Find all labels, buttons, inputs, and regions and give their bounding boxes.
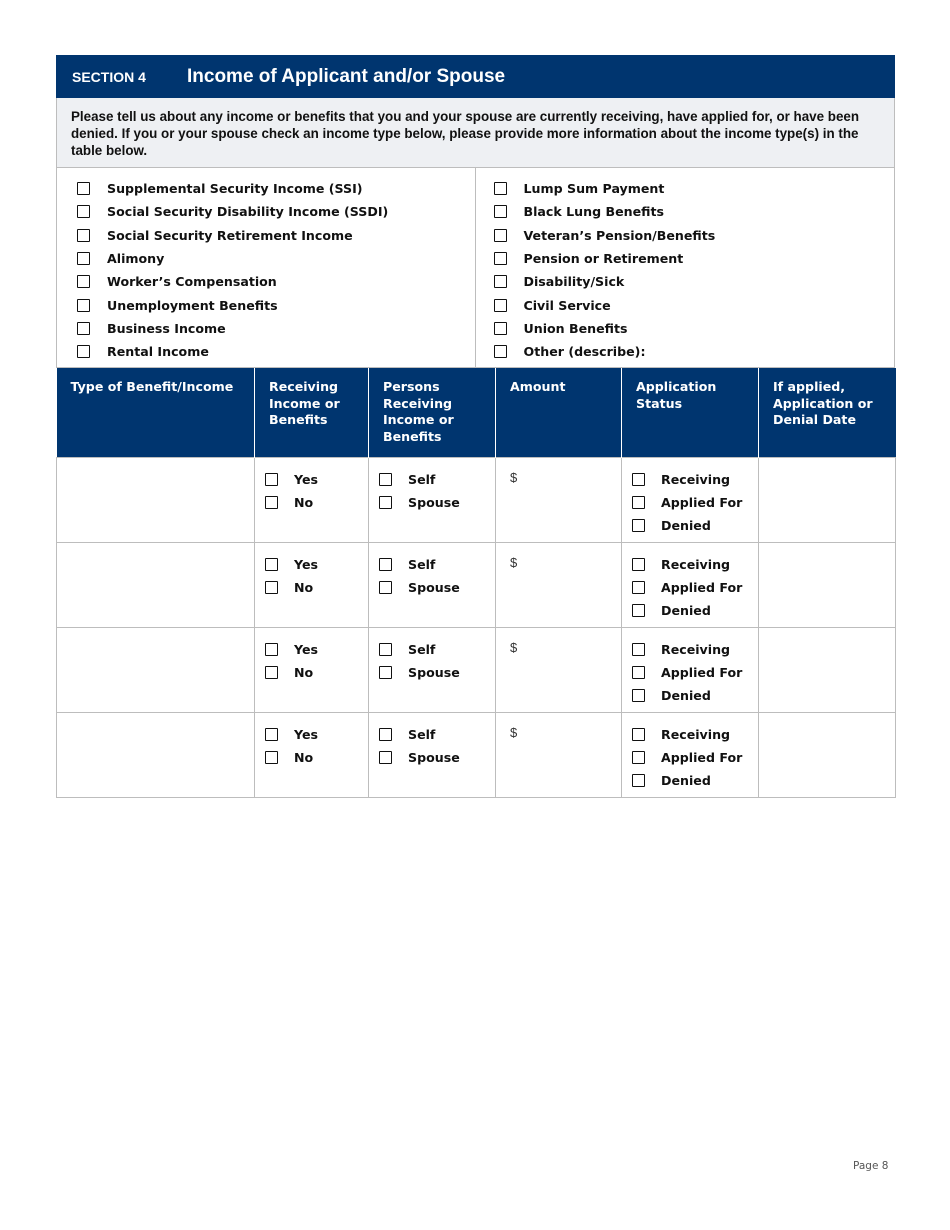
- income-type-column-right: [476, 168, 895, 367]
- status-option-label: Denied: [661, 688, 711, 704]
- person-option-self[interactable]: [379, 638, 495, 661]
- income-type-label: Union Benefits: [523, 320, 628, 336]
- receiving-option-label: Yes: [294, 471, 319, 487]
- table-row: [57, 542, 896, 627]
- status-option-label: Applied For: [661, 664, 743, 680]
- person-cell: [369, 712, 496, 797]
- person-option-label: Spouse: [408, 749, 460, 765]
- status-option-label: Receiving: [661, 726, 731, 742]
- person-option-spouse[interactable]: [379, 576, 495, 599]
- person-cell: [369, 542, 496, 627]
- header-amount: Amount: [496, 368, 622, 457]
- status-cell: [622, 457, 759, 542]
- person-option-label: Self: [408, 471, 436, 487]
- person-cell: [369, 627, 496, 712]
- receiving-option-label: Yes: [294, 726, 319, 742]
- person-option-label: Self: [408, 726, 436, 742]
- section-number: SECTION 4: [72, 68, 146, 85]
- status-option-receiving[interactable]: [632, 468, 758, 491]
- checkbox[interactable]: [494, 275, 507, 288]
- benefit-type-cell[interactable]: [57, 627, 255, 712]
- receiving-option-yes[interactable]: [265, 553, 368, 576]
- dollar-sign: $: [510, 724, 518, 740]
- amount-cell[interactable]: [496, 542, 622, 627]
- status-option-label: Receiving: [661, 641, 731, 657]
- income-table: [56, 368, 896, 798]
- application-date-cell[interactable]: [759, 542, 896, 627]
- person-option-spouse[interactable]: [379, 746, 495, 769]
- checkbox[interactable]: [632, 774, 645, 787]
- receiving-option-label: Yes: [294, 556, 319, 572]
- dollar-sign: $: [510, 639, 518, 655]
- income-type-label: Veteran’s Pension/Benefits: [523, 227, 716, 243]
- checkbox[interactable]: [494, 252, 507, 265]
- checkbox[interactable]: [632, 666, 645, 679]
- checkbox[interactable]: [494, 205, 507, 218]
- header-type-of-benefit: Type of Benefit/Income: [57, 368, 255, 457]
- income-type-option-other-describe[interactable]: [494, 340, 895, 363]
- checkbox[interactable]: [632, 728, 645, 741]
- income-type-label: Other (describe):: [523, 344, 646, 360]
- income-type-label: Rental Income: [107, 344, 209, 360]
- section-4-form: [56, 55, 895, 798]
- status-option-applied-for[interactable]: [632, 661, 758, 684]
- receiving-cell: [255, 542, 369, 627]
- income-type-option-social-security-disability-income-ssdi[interactable]: [77, 200, 475, 223]
- checkbox[interactable]: [494, 322, 507, 335]
- income-type-option-black-lung-benefits[interactable]: [494, 200, 895, 223]
- status-option-label: Receiving: [661, 556, 731, 572]
- income-type-column-left: [57, 168, 476, 367]
- person-option-self[interactable]: [379, 553, 495, 576]
- status-option-applied-for[interactable]: [632, 491, 758, 514]
- income-type-option-rental-income[interactable]: [77, 340, 475, 363]
- income-type-option-disability-sick[interactable]: [494, 270, 895, 293]
- amount-cell[interactable]: [496, 457, 622, 542]
- status-option-label: Applied For: [661, 579, 743, 595]
- checkbox[interactable]: [379, 643, 392, 656]
- checkbox[interactable]: [379, 751, 392, 764]
- status-option-denied[interactable]: [632, 514, 758, 537]
- checkbox[interactable]: [265, 751, 278, 764]
- income-type-option-alimony[interactable]: [77, 247, 475, 270]
- status-option-receiving[interactable]: [632, 638, 758, 661]
- checkbox[interactable]: [632, 496, 645, 509]
- receiving-option-label: No: [294, 749, 314, 765]
- checkbox[interactable]: [77, 205, 90, 218]
- application-date-cell[interactable]: [759, 627, 896, 712]
- person-option-label: Spouse: [408, 494, 460, 510]
- income-type-label: Social Security Retirement Income: [107, 227, 353, 243]
- person-cell: [369, 457, 496, 542]
- receiving-cell: [255, 712, 369, 797]
- income-type-option-civil-service[interactable]: [494, 293, 895, 316]
- income-type-label: Civil Service: [523, 297, 611, 313]
- status-option-label: Receiving: [661, 471, 731, 487]
- table-row: [57, 457, 896, 542]
- income-type-label: Alimony: [107, 251, 165, 267]
- checkbox[interactable]: [77, 252, 90, 265]
- table-header-row: [57, 368, 896, 457]
- status-option-label: Denied: [661, 603, 711, 619]
- checkbox[interactable]: [265, 666, 278, 679]
- checkbox[interactable]: [77, 182, 90, 195]
- receiving-option-label: No: [294, 664, 314, 680]
- income-type-label: Social Security Disability Income (SSDI): [107, 204, 389, 220]
- checkbox[interactable]: [632, 643, 645, 656]
- receiving-cell: [255, 627, 369, 712]
- person-option-self[interactable]: [379, 468, 495, 491]
- receiving-option-no[interactable]: [265, 576, 368, 599]
- income-type-option-union-benefits[interactable]: [494, 317, 895, 340]
- income-type-option-supplemental-security-income-ssi[interactable]: [77, 177, 475, 200]
- income-type-checklist: [56, 168, 895, 368]
- person-option-self[interactable]: [379, 723, 495, 746]
- income-type-option-social-security-retirement-income[interactable]: [77, 224, 475, 247]
- income-type-label: Worker’s Compensation: [107, 274, 277, 290]
- person-option-spouse[interactable]: [379, 661, 495, 684]
- checkbox[interactable]: [77, 229, 90, 242]
- section-header: [56, 55, 895, 98]
- checkbox[interactable]: [494, 229, 507, 242]
- receiving-option-no[interactable]: [265, 746, 368, 769]
- header-persons-receiving: Persons Receiving Income or Benefits: [369, 368, 496, 457]
- application-date-cell[interactable]: [759, 712, 896, 797]
- receiving-option-yes[interactable]: [265, 468, 368, 491]
- income-type-option-pension-or-retirement[interactable]: [494, 247, 895, 270]
- receiving-option-label: No: [294, 579, 314, 595]
- status-cell: [622, 542, 759, 627]
- income-type-option-worker-s-compensation[interactable]: [77, 270, 475, 293]
- income-type-option-unemployment-benefits[interactable]: [77, 293, 475, 316]
- status-cell: [622, 627, 759, 712]
- page-number: Page 8: [853, 1160, 889, 1172]
- status-cell: [622, 712, 759, 797]
- income-type-label: Pension or Retirement: [523, 251, 684, 267]
- table-row: [57, 712, 896, 797]
- income-type-label: Black Lung Benefits: [523, 204, 664, 220]
- section-title: Income of Applicant and/or Spouse: [187, 65, 506, 87]
- status-option-denied[interactable]: [632, 769, 758, 792]
- checkbox[interactable]: [494, 182, 507, 195]
- checkbox[interactable]: [265, 473, 278, 486]
- checkbox[interactable]: [77, 275, 90, 288]
- checkbox[interactable]: [77, 299, 90, 312]
- checkbox[interactable]: [77, 322, 90, 335]
- table-row: [57, 627, 896, 712]
- checkbox[interactable]: [632, 581, 645, 594]
- checkbox[interactable]: [379, 666, 392, 679]
- income-type-option-business-income[interactable]: [77, 317, 475, 340]
- status-option-denied[interactable]: [632, 684, 758, 707]
- income-type-option-lump-sum-payment[interactable]: [494, 177, 895, 200]
- status-option-applied-for[interactable]: [632, 746, 758, 769]
- status-option-label: Denied: [661, 773, 711, 789]
- status-option-label: Applied For: [661, 494, 743, 510]
- header-application-date: If applied, Application or Denial Date: [759, 368, 896, 457]
- checkbox[interactable]: [632, 519, 645, 532]
- checkbox[interactable]: [379, 558, 392, 571]
- checkbox[interactable]: [265, 728, 278, 741]
- checkbox[interactable]: [632, 473, 645, 486]
- dollar-sign: $: [510, 554, 518, 570]
- income-type-label: Lump Sum Payment: [523, 181, 665, 197]
- receiving-option-yes[interactable]: [265, 723, 368, 746]
- checkbox[interactable]: [265, 496, 278, 509]
- checkbox[interactable]: [494, 345, 507, 358]
- person-option-label: Self: [408, 556, 436, 572]
- checkbox[interactable]: [265, 558, 278, 571]
- receiving-option-no[interactable]: [265, 491, 368, 514]
- checkbox[interactable]: [632, 689, 645, 702]
- header-application-status: Application Status: [622, 368, 759, 457]
- instructions: Please tell us about any income or benefits that you and your spouse are currently receiving, have applied for, or have been denied. If you or your spouse check an income type below, please provide more information about the income type(s) in the table below.: [56, 98, 895, 168]
- application-date-cell[interactable]: [759, 457, 896, 542]
- status-option-applied-for[interactable]: [632, 576, 758, 599]
- person-option-label: Self: [408, 641, 436, 657]
- income-type-label: Unemployment Benefits: [107, 297, 278, 313]
- status-option-receiving[interactable]: [632, 723, 758, 746]
- receiving-option-label: No: [294, 494, 314, 510]
- income-type-label: Business Income: [107, 320, 226, 336]
- dollar-sign: $: [510, 469, 518, 485]
- checkbox[interactable]: [379, 496, 392, 509]
- checkbox[interactable]: [379, 581, 392, 594]
- receiving-option-label: Yes: [294, 641, 319, 657]
- amount-cell[interactable]: [496, 627, 622, 712]
- benefit-type-cell[interactable]: [57, 457, 255, 542]
- person-option-spouse[interactable]: [379, 491, 495, 514]
- person-option-label: Spouse: [408, 664, 460, 680]
- checkbox[interactable]: [265, 581, 278, 594]
- checkbox[interactable]: [632, 751, 645, 764]
- person-option-label: Spouse: [408, 579, 460, 595]
- receiving-option-no[interactable]: [265, 661, 368, 684]
- income-type-option-veteran-s-pension-benefits[interactable]: [494, 224, 895, 247]
- status-option-label: Applied For: [661, 749, 743, 765]
- checkbox[interactable]: [77, 345, 90, 358]
- benefit-type-cell[interactable]: [57, 542, 255, 627]
- checkbox[interactable]: [494, 299, 507, 312]
- status-option-label: Denied: [661, 518, 711, 534]
- checkbox[interactable]: [379, 473, 392, 486]
- checkbox[interactable]: [265, 643, 278, 656]
- checkbox[interactable]: [632, 558, 645, 571]
- header-receiving: Receiving Income or Benefits: [255, 368, 369, 457]
- receiving-cell: [255, 457, 369, 542]
- status-option-receiving[interactable]: [632, 553, 758, 576]
- status-option-denied[interactable]: [632, 599, 758, 622]
- income-type-label: Supplemental Security Income (SSI): [107, 181, 363, 197]
- income-type-label: Disability/Sick: [523, 274, 625, 290]
- benefit-type-cell[interactable]: [57, 712, 255, 797]
- checkbox[interactable]: [632, 604, 645, 617]
- amount-cell[interactable]: [496, 712, 622, 797]
- receiving-option-yes[interactable]: [265, 638, 368, 661]
- checkbox[interactable]: [379, 728, 392, 741]
